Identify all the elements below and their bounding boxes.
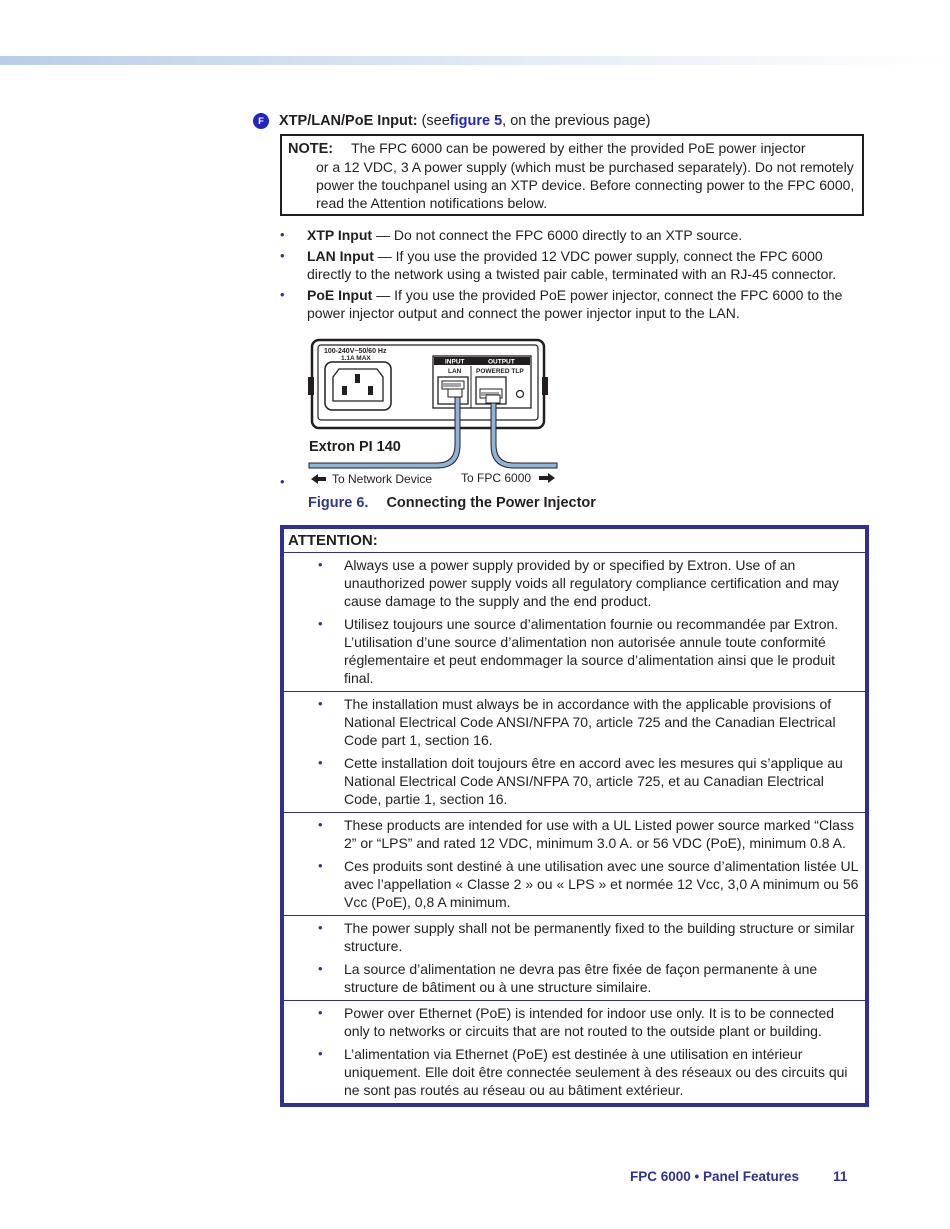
figure-number: Figure 6.: [308, 495, 369, 511]
device-name: Extron PI 140: [309, 439, 401, 455]
footer-title: FPC 6000 • Panel Features: [630, 1169, 800, 1184]
attention-group: [284, 916, 865, 1001]
list-item: [284, 816, 865, 852]
section-title: XTP/LAN/PoE Input:: [279, 113, 418, 129]
rating-line-1: 100-240V~50/60 Hz: [324, 348, 387, 355]
list-item: [284, 695, 865, 749]
powered-tlp-label: POWERED TLP: [476, 368, 524, 375]
attention-box: [280, 525, 869, 1107]
attention-text: La source d’alimentation ne devra pas être fixée de façon permanente à une structure de bâtiment ou à une structure similaire.: [344, 961, 818, 995]
attention-group: [284, 1001, 865, 1103]
list-item: [280, 247, 870, 283]
bullet-icon: •: [318, 1005, 323, 1020]
note-first-line: The FPC 6000 can be powered by either the provided PoE power injector: [351, 140, 806, 156]
bullet-icon: •: [318, 755, 323, 770]
led-indicator-icon: [517, 391, 524, 398]
port-panel: [433, 356, 531, 408]
rating-line-2: 1.1A MAX: [341, 355, 371, 362]
input-text: — If you use the provided PoE power injector, connect the FPC 6000 to the power injector output and connect the power injector input to the LAN.: [307, 287, 843, 321]
attention-group: [284, 553, 865, 692]
figure-title: Connecting the Power Injector: [386, 495, 596, 511]
bullet-icon: •: [318, 1046, 323, 1061]
bullet-icon: •: [318, 696, 323, 711]
attention-group: [284, 813, 865, 916]
bullet-icon: •: [280, 248, 285, 263]
list-item: [284, 960, 865, 996]
note-label: NOTE:: [288, 141, 334, 157]
bullet-icon: •: [280, 287, 285, 302]
left-arrow-icon: [311, 474, 326, 484]
section-heading: [253, 111, 651, 131]
input-term: XTP Input: [307, 227, 373, 243]
input-list: [280, 226, 870, 325]
attention-text: Utilisez toujours une source d’alimentation fournie ou recommandée par Extron. L’utilisation d’une source d’alimentation non autorisée annule toute conformité réglementaire et peut endommager la source d’alimentation ainsi que le produit final.: [344, 616, 839, 686]
attention-text: The installation must always be in accordance with the applicable provisions of National Electrical Code ANSI/NFPA 70, article 725 and the Canadian Electrical Code part 1, section 16.: [344, 696, 836, 748]
lan-label: LAN: [448, 368, 462, 375]
list-item: [280, 226, 870, 244]
bullet-icon: •: [280, 227, 285, 242]
attention-text: L’alimentation via Ethernet (PoE) est destinée à une utilisation en intérieur uniquement. Elle doit être connectée seulement à des réseaux ou des circuits qui ne sont pas routés au réseau ou au bâtiment extérieur.: [344, 1046, 848, 1098]
input-term: LAN Input: [307, 248, 374, 264]
list-item: [284, 919, 865, 955]
ref-prefix: (see: [421, 113, 450, 129]
list-item: [284, 556, 865, 610]
attention-text: The power supply shall not be permanently fixed to the building structure or similar structure.: [344, 920, 855, 954]
figure-caption: [308, 495, 596, 511]
figure-5-link[interactable]: figure 5: [449, 113, 503, 129]
attention-text: These products are intended for use with a UL Listed power source marked “Class 2” or “LPS” and rated 12 VDC, minimum 3.0 A. or 56 VDC (PoE), minimum 0.8 A.: [344, 817, 854, 851]
input-label: INPUT: [445, 358, 465, 366]
list-item: [284, 857, 865, 911]
bullet-icon: •: [318, 920, 323, 935]
page-footer: [630, 1169, 847, 1184]
input-term: PoE Input: [307, 287, 373, 303]
note-box: [280, 134, 864, 216]
bullet-icon: •: [318, 616, 323, 631]
list-item: [284, 1045, 865, 1099]
attention-group: [284, 692, 865, 813]
bullet-icon: •: [318, 961, 323, 976]
attention-text: Ces produits sont destiné à une utilisation avec une source d’alimentation listée UL avec l’appellation « Classe 2 » ou « LPS » et normée 12 Vcc, 3,0 A minimum ou 56 Vcc (PoE), 0,8 A minimum.: [344, 858, 859, 910]
header-band: [0, 56, 950, 65]
attention-text: Always use a power supply provided by or specified by Extron. Use of an unauthorized power supply voids all regulatory compliance certification and may cause damage to the supply and the end product.: [344, 557, 839, 609]
right-arrow-icon: [539, 473, 555, 483]
note-text: or a 12 VDC, 3 A power supply (which must be purchased separately). Do not remotely power the touchpanel using an XTP device. Before connecting power to the FPC 6000, read the Attention notifications below.: [316, 159, 855, 211]
output-label: OUTPUT: [488, 358, 515, 366]
to-network-label: To Network Device: [332, 472, 433, 486]
ref-suffix: , on the previous page): [502, 113, 651, 129]
list-item: [284, 754, 865, 808]
ac-inlet-icon: [325, 362, 391, 410]
bullet-icon: •: [318, 817, 323, 832]
bullet-icon: •: [318, 557, 323, 572]
attention-title: ATTENTION:: [284, 529, 865, 553]
bullet-icon: •: [280, 474, 285, 489]
to-fpc-label: To FPC 6000: [461, 471, 532, 485]
input-text: — If you use the provided 12 VDC power supply, connect the FPC 6000 directly to the network using a twisted pair cable, terminated with an RJ-45 connector.: [307, 248, 837, 282]
list-item: [284, 1004, 865, 1040]
callout-f-badge: F: [253, 113, 269, 129]
attention-text: Power over Ethernet (PoE) is intended for indoor use only. It is to be connected only to networks or circuits that are not routed to the outside plant or building.: [344, 1005, 835, 1039]
page-number: 11: [833, 1169, 848, 1184]
list-item: [280, 286, 870, 322]
input-text: — Do not connect the FPC 6000 directly to an XTP source.: [372, 227, 743, 243]
power-injector-figure: [305, 337, 565, 487]
attention-text: Cette installation doit toujours être en accord avec les mesures qui s’applique au National Electrical Code ANSI/NFPA 70, article 725, et au Canadian Electrical Code, partie 1, section 16.: [344, 755, 843, 807]
bullet-icon: •: [318, 858, 323, 873]
list-item: [284, 615, 865, 687]
